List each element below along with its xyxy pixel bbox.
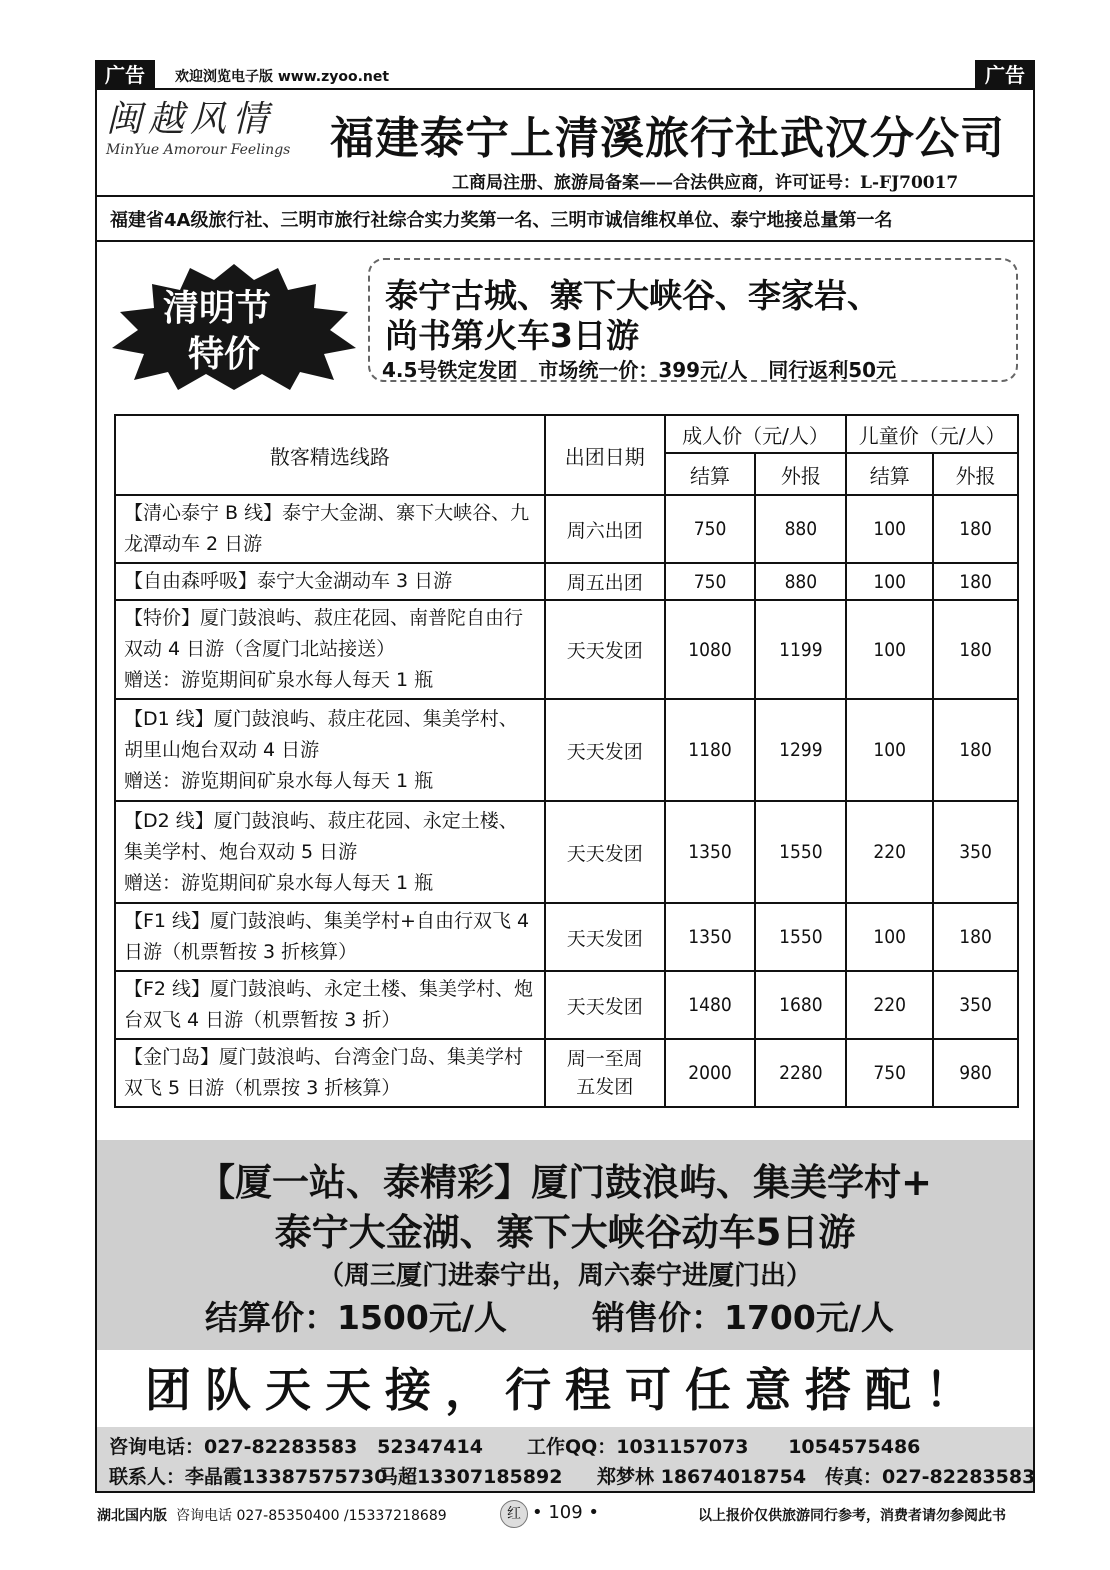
- table-row: [115, 801, 1018, 903]
- adult-quote: 880: [755, 495, 846, 563]
- child-quote: 350: [933, 801, 1018, 903]
- banner-line-3: （周三厦门进泰宁出，周六泰宁进厦门出）: [317, 1261, 812, 1291]
- child-settle: 100: [846, 699, 933, 801]
- banner-settle-price: 结算价：1500元/人: [205, 1298, 507, 1337]
- page-number: • 109 •: [532, 1502, 600, 1523]
- logo-english: MinYue Amorour Feelings: [106, 142, 291, 158]
- ad-tag-right: 广告: [975, 60, 1035, 90]
- route-name: 【自由森呼吸】泰宁大金湖动车 3 日游: [124, 570, 453, 592]
- divider-line: [97, 240, 1033, 242]
- adult-quote: 1680: [755, 971, 846, 1039]
- route-gift: 赠送：游览期间矿泉水每人每天 1 瓶: [124, 871, 434, 894]
- contact-qq: 工作QQ：1031157073 1054575486: [527, 1436, 921, 1458]
- child-settle: 100: [846, 903, 933, 971]
- contact-person-1: 联系人：李晶霞13387575730: [109, 1466, 388, 1488]
- child-quote: 180: [933, 495, 1018, 563]
- footer-hotline: 咨询电话 027-85350400 /15337218689: [176, 1508, 447, 1524]
- route-gift: 赠送：游览期间矿泉水每人每天 1 瓶: [124, 769, 434, 792]
- banner-sale-price: 销售价：1700元/人: [592, 1298, 894, 1337]
- logo-script: 闽越风情: [106, 99, 275, 140]
- depart-date: 天天发团: [545, 801, 665, 903]
- welcome-text: 欢迎浏览电子版 www.zyoo.net: [175, 69, 390, 85]
- header-adult-settle: 结算: [665, 453, 756, 495]
- table-row: [115, 971, 1018, 1039]
- adult-quote: 1199: [755, 600, 846, 699]
- route-name: 【D1 线】厦门鼓浪屿、菽庄花园、集美学村、胡里山炮台双动 4 日游: [124, 707, 518, 761]
- child-settle: 220: [846, 971, 933, 1039]
- depart-date: 周六出团: [545, 495, 665, 563]
- adult-settle: 2000: [665, 1039, 756, 1107]
- contact-person-2: 马超13307185892: [379, 1466, 563, 1488]
- footer-edition: 湖北国内版: [97, 1508, 167, 1524]
- header-route: 散客精选线路: [115, 415, 545, 495]
- table-row: [115, 903, 1018, 971]
- header-child: 儿童价（元/人）: [846, 415, 1018, 453]
- child-quote: 180: [933, 699, 1018, 801]
- company-license: 工商局注册、旅游局备案——合法供应商，许可证号：L-FJ70017: [452, 173, 959, 193]
- child-settle: 100: [846, 600, 933, 699]
- child-quote: 180: [933, 600, 1018, 699]
- adult-settle: 750: [665, 563, 756, 600]
- promo-title-1: 泰宁古城、寨下大峡谷、李家岩、: [385, 276, 880, 315]
- route-name: 【D2 线】厦门鼓浪屿、菽庄花园、永定土楼、集美学村、炮台双动 5 日游: [124, 809, 518, 863]
- header-date: 出团日期: [545, 415, 665, 495]
- promo-detail: 4.5号铁定发团 市场统一价：399元/人 同行返利50元: [382, 358, 897, 382]
- company-name: 福建泰宁上清溪旅行社武汉分公司: [330, 113, 1005, 164]
- footer-circle-icon: [500, 1500, 528, 1528]
- contact-fax: 传真：027-82283583: [825, 1466, 1036, 1488]
- adult-quote: 1550: [755, 801, 846, 903]
- table-row: [115, 495, 1018, 563]
- contact-person-3: 郑梦林 18674018754: [597, 1466, 807, 1488]
- route-name: 【特价】厦门鼓浪屿、菽庄花园、南普陀自由行双动 4 日游（含厦门北站接送）: [124, 607, 524, 660]
- adult-settle: 1080: [665, 600, 756, 699]
- route-name: 【F2 线】厦门鼓浪屿、永定土楼、集美学村、炮台双飞 4 日游（机票暂按 3 折）: [124, 978, 534, 1031]
- depart-date: 天天发团: [545, 699, 665, 801]
- adult-quote: 1550: [755, 903, 846, 971]
- child-quote: 180: [933, 563, 1018, 600]
- table-row: [115, 563, 1018, 600]
- child-settle: 100: [846, 563, 933, 600]
- depart-date: 天天发团: [545, 971, 665, 1039]
- depart-date: 周一至周五发团: [545, 1039, 665, 1107]
- adult-quote: 2280: [755, 1039, 846, 1107]
- child-settle: 100: [846, 495, 933, 563]
- promo-title-2: 尚书第火车3日游: [385, 316, 639, 355]
- header-adult: 成人价（元/人）: [665, 415, 847, 453]
- contact-bar: [97, 1427, 1036, 1491]
- ad-tag-left: 广告: [95, 60, 155, 90]
- child-quote: 980: [933, 1039, 1018, 1107]
- depart-date: 周五出团: [545, 563, 665, 600]
- depart-date: 天天发团: [545, 600, 665, 699]
- header-adult-quote: 外报: [755, 453, 846, 495]
- header-child-quote: 外报: [933, 453, 1018, 495]
- badge-line-2: 特价: [188, 334, 261, 375]
- company-honors: 福建省4A级旅行社、三明市旅行社综合实力奖第一名、三明市诚信维权单位、泰宁地接总量第一名: [110, 210, 893, 231]
- company-logo: [106, 98, 311, 180]
- banner-line-1: 【厦一站、泰精彩】厦门鼓浪屿、集美学村+: [197, 1161, 932, 1204]
- route-name: 【F1 线】厦门鼓浪屿、集美学村+自由行双飞 4 日游（机票暂按 3 折核算）: [124, 910, 530, 963]
- adult-settle: 1350: [665, 801, 756, 903]
- child-quote: 180: [933, 903, 1018, 971]
- table-row: [115, 1039, 1018, 1107]
- banner-line-2: 泰宁大金湖、寨下大峡谷动车5日游: [274, 1211, 856, 1254]
- adult-settle: 750: [665, 495, 756, 563]
- contact-phone: 咨询电话：027-82283583 52347414: [109, 1436, 483, 1458]
- slogan: 团队天天接，行程可任意搭配！: [145, 1363, 985, 1417]
- adult-quote: 1299: [755, 699, 846, 801]
- badge-line-1: 清明节: [163, 288, 272, 329]
- child-settle: 220: [846, 801, 933, 903]
- footer-circle-label: 红: [507, 1506, 521, 1522]
- footer-disclaimer: 以上报价仅供旅游同行参考，消费者请勿参阅此书: [698, 1508, 1006, 1524]
- child-quote: 350: [933, 971, 1018, 1039]
- child-settle: 750: [846, 1039, 933, 1107]
- adult-settle: 1180: [665, 699, 756, 801]
- table-row: [115, 600, 1018, 699]
- route-name: 【清心泰宁 B 线】泰宁大金湖、寨下大峡谷、九龙潭动车 2 日游: [124, 502, 530, 555]
- header-child-settle: 结算: [846, 453, 933, 495]
- route-gift: 赠送：游览期间矿泉水每人每天 1 瓶: [124, 669, 434, 691]
- depart-date: 天天发团: [545, 903, 665, 971]
- adult-quote: 880: [755, 563, 846, 600]
- adult-settle: 1480: [665, 971, 756, 1039]
- table-row: [115, 699, 1018, 801]
- divider-line: [97, 195, 1033, 197]
- price-table: [114, 414, 1019, 1108]
- adult-settle: 1350: [665, 903, 756, 971]
- route-name: 【金门岛】厦门鼓浪屿、台湾金门岛、集美学村双飞 5 日游（机票按 3 折核算）: [124, 1046, 524, 1099]
